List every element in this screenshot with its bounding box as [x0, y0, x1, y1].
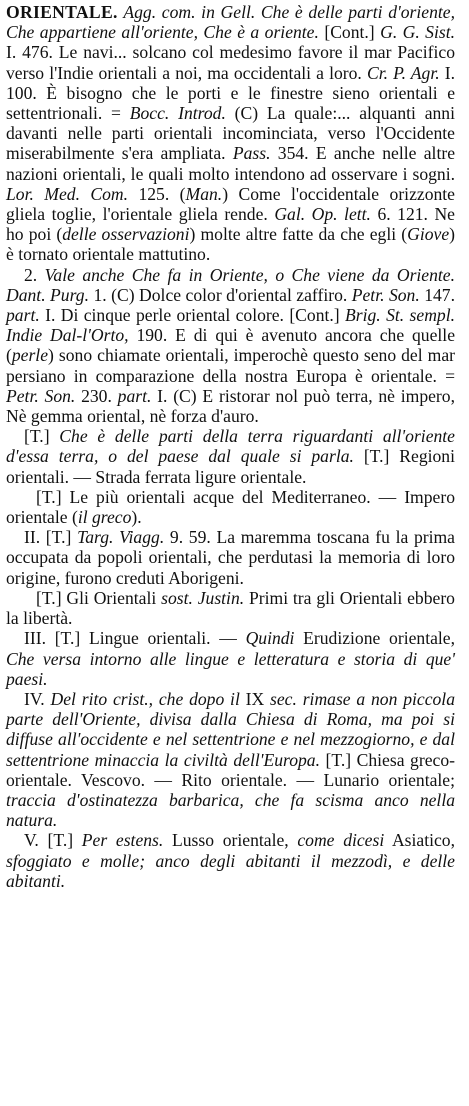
text-run: V. [T.] [24, 830, 82, 851]
italic-run: sfoggiato e molle; anco degli abitanti il mezzodì, e delle abitanti. [6, 850, 455, 891]
text-run: 190. E di qui è avenuto ancora che quelle ( [6, 325, 455, 366]
sense-text [6, 2, 455, 264]
italic-run: Man. [185, 183, 223, 204]
text-run: 230. [75, 385, 118, 406]
italic-run: Targ. Viagg. [77, 527, 165, 548]
text-run: I. 476. Le navi... solcano col medesimo favore il mar Pacifico verso l'Indie orientali a noi, ma occidentali a loro. [6, 42, 455, 83]
text-run: 147. [419, 284, 456, 305]
text-run: IV. [24, 688, 51, 709]
entry-sense-ii [6, 527, 455, 588]
italic-run: Vale anche Che fa in Oriente, o Che viene da Oriente. Dant. Purg. [6, 264, 456, 305]
text-run: (C) La quale:... alquanti anni davanti nelle parti orientali incominciata, verso l'Occidente miserabilmente s'era ampliata. [6, 103, 455, 164]
text-run: II. [T.] [24, 527, 78, 548]
text-run: ) sono chiamate orientali, imperochè questo seno del mar persiano in comparazione della nostra Europa è orientale. = [6, 345, 455, 386]
text-run: I. (C) E ristorar nol può terra, nè impero, Nè gemma oriental, nè forza d'auro. [6, 385, 455, 427]
italic-run: G. G. Sist. [380, 22, 455, 43]
text-run: [T.] Gli Orientali [36, 587, 162, 608]
text-run: [T.] Chiesa greco-orientale. Vescovo. — Rito orientale. — Lunario orientale; [6, 749, 455, 790]
italic-run: Pass. [232, 143, 271, 164]
italic-run: traccia d'ostinatezza barbarica, che fa scisma anco nella natura. [6, 789, 455, 831]
italic-run: Agg. com. in Gell. Che è delle parti d'oriente, Che appartiene all'oriente, Che è a oriente. [6, 2, 455, 43]
italic-run: sost. Justin. [161, 587, 245, 608]
entry-subsense-regions [6, 426, 455, 487]
entry-subsense-mediterranean [6, 487, 455, 527]
italic-run: Che è delle parti della terra riguardanti all'oriente d'essa terra, o del paese dal quale si parla. [6, 426, 455, 467]
text-run: 354. E anche nelle altre nazioni orientali, le quali molto intendono ad osservare i sogni. [6, 143, 455, 184]
italic-run: Del rito crist., che dopo il [50, 688, 240, 709]
italic-run: Petr. Son. [351, 284, 420, 305]
entry-sense-v [6, 830, 455, 891]
italic-run: il greco [77, 507, 132, 528]
italic-run: Bocc. Introd. [129, 103, 226, 124]
italic-run: Lor. Med. Com. [6, 183, 129, 204]
italic-run: part. [6, 305, 40, 326]
text-run: [T.] Le più orientali acque del Mediterraneo. — Impero orientale ( [6, 486, 455, 528]
italic-run: Petr. Son. [6, 385, 76, 406]
text-run: [T.] Regioni orientali. — Strada ferrata ligure orientale. [6, 446, 455, 487]
italic-run: part. [117, 385, 152, 406]
text-run: 1. (C) Dolce color d'oriental zaffiro. [89, 284, 352, 305]
italic-run: perle [11, 345, 49, 366]
text-run: 2. [24, 264, 45, 285]
text-run: I. 100. È bisogno che le porti e le finestre sieno orientali e settentrionali. = [6, 62, 456, 124]
italic-run: sec. rimase a non piccola parte dell'Oriente, divisa dalla Chiesa di Roma, ma poi si diffuse all'occidente e nel settentrione e nel mezzogiorno, e dal settentrione minaccia la civiltà dell'Europa. [6, 688, 455, 770]
text-run: ) molte altre fatte da che egli ( [189, 224, 408, 245]
italic-run: Per estens. [81, 830, 164, 851]
entry-sense-2 [6, 265, 455, 427]
text-run: Lusso orientale, [163, 830, 298, 851]
entry-sense-main [6, 2, 455, 265]
entry-subsense-orientali-sost [6, 588, 455, 628]
italic-run: Quindi [245, 628, 295, 649]
text-run: III. [T.] Lingue orientali. — [24, 628, 246, 649]
text-run: 125. ( [128, 183, 186, 204]
headword: ORIENTALE. [6, 2, 118, 22]
entry-sense-iii [6, 628, 455, 689]
italic-run: Che versa intorno alle lingue e letteratura e storia di que' paesi. [6, 648, 455, 689]
text-run: Primi tra gli Orientali ebbero la libertà. [6, 587, 455, 629]
entry-sense-iv [6, 689, 455, 830]
text-run: [T.] [24, 426, 60, 447]
italic-run: Cr. P. Agr. [366, 62, 440, 83]
text-run: ) è tornato orientale mattutino. [6, 224, 455, 265]
text-run: ) Come l'occidentale orizzonte gliela toglie, l'orientale gliela rende. [6, 183, 455, 225]
italic-run: Brig. St. sempl. Indie Dal-l'Orto, [6, 305, 455, 346]
text-run: [Cont.] [318, 22, 381, 43]
text-run: 6. 121. Ne ho poi ( [6, 204, 455, 245]
italic-run: Gal. Op. lett. [274, 204, 371, 225]
text-run: I. Di cinque perle oriental colore. [Cont.] [39, 305, 346, 326]
text-run: Erudizione orientale, [294, 628, 455, 649]
italic-run: come dicesi [297, 830, 385, 851]
text-run: 9. 59. La maremma toscana fu la prima occupata da popoli orientali, che perdutasi la memoria di loro origine, furono creduti Aborigeni. [6, 527, 455, 588]
text-run: IX [239, 688, 271, 709]
italic-run: Giove [407, 224, 450, 245]
text-run: ). [131, 507, 142, 528]
italic-run: delle osservazioni [62, 224, 190, 245]
text-run: Asiatico, [384, 830, 455, 851]
